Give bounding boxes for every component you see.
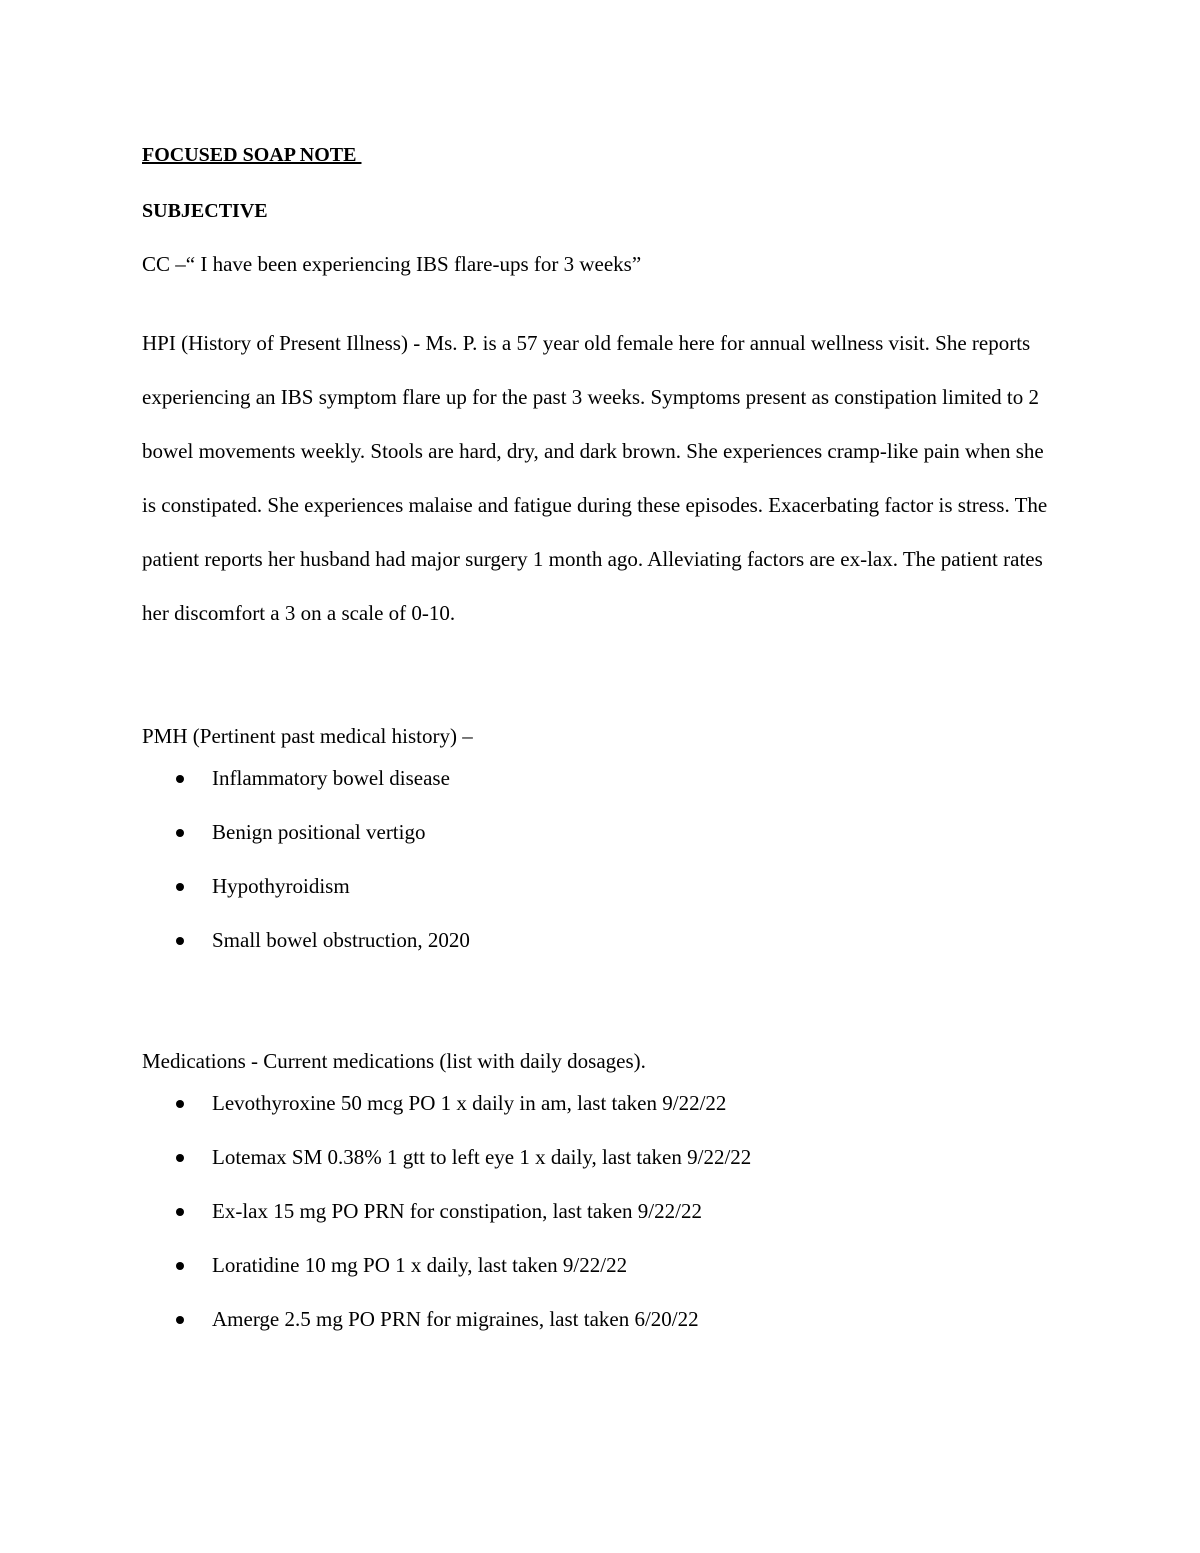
subjective-heading: SUBJECTIVE (142, 200, 268, 222)
pmh-item-text: Small bowel obstruction, 2020 (212, 928, 470, 952)
bullet-icon (176, 775, 184, 783)
medication-list-item (142, 1238, 1062, 1292)
medication-item-text: Loratidine 10 mg PO 1 x daily, last taken 9/22/22 (212, 1253, 628, 1277)
pmh-list-item (142, 751, 1062, 805)
bullet-icon (176, 883, 184, 891)
medication-list-item (142, 1184, 1062, 1238)
bullet-icon (176, 1100, 184, 1108)
medication-item-text: Amerge 2.5 mg PO PRN for migraines, last taken 6/20/22 (212, 1307, 699, 1331)
pmh-list-item (142, 805, 1062, 859)
medications-list (142, 1076, 1062, 1346)
bullet-icon (176, 829, 184, 837)
pmh-list-item (142, 913, 1062, 967)
medication-list-item (142, 1076, 1062, 1130)
medications-label: Medications - Current medications (list with daily dosages). (142, 1049, 646, 1073)
pmh-list (142, 751, 1062, 967)
pmh-item-text: Hypothyroidism (212, 874, 350, 898)
hpi-paragraph: HPI (History of Present Illness) - Ms. P. is a 57 year old female here for annual wellness visit. She reports experiencing an IBS symptom flare up for the past 3 weeks. Symptoms present as constipation limited to 2 bowel movements weekly. Stools are hard, dry, and dark brown. She experiences cramp-like pain when she is constipated. She experiences malaise and fatigue during these episodes. Exacerbating factor is stress. The patient reports her husband had major surgery 1 month ago. Alleviating factors are ex-lax. The patient rates her discomfort a 3 on a scale of 0-10. (142, 331, 1048, 625)
chief-complaint: CC –“ I have been experiencing IBS flare-ups for 3 weeks” (142, 252, 642, 276)
medication-item-text: Levothyroxine 50 mcg PO 1 x daily in am, last taken 9/22/22 (212, 1091, 727, 1115)
pmh-list-item (142, 859, 1062, 913)
bullet-icon (176, 1154, 184, 1162)
bullet-icon (176, 1316, 184, 1324)
bullet-icon (176, 1208, 184, 1216)
pmh-item-text: Benign positional vertigo (212, 820, 426, 844)
medication-list-item (142, 1292, 1062, 1346)
document-content (142, 140, 1062, 1346)
medication-list-item (142, 1130, 1062, 1184)
bullet-icon (176, 937, 184, 945)
pmh-label: PMH (Pertinent past medical history) – (142, 724, 473, 748)
document-title: FOCUSED SOAP NOTE (142, 144, 362, 166)
medication-item-text: Ex-lax 15 mg PO PRN for constipation, last taken 9/22/22 (212, 1199, 702, 1223)
medication-item-text: Lotemax SM 0.38% 1 gtt to left eye 1 x daily, last taken 9/22/22 (212, 1145, 752, 1169)
bullet-icon (176, 1262, 184, 1270)
pmh-item-text: Inflammatory bowel disease (212, 766, 450, 790)
